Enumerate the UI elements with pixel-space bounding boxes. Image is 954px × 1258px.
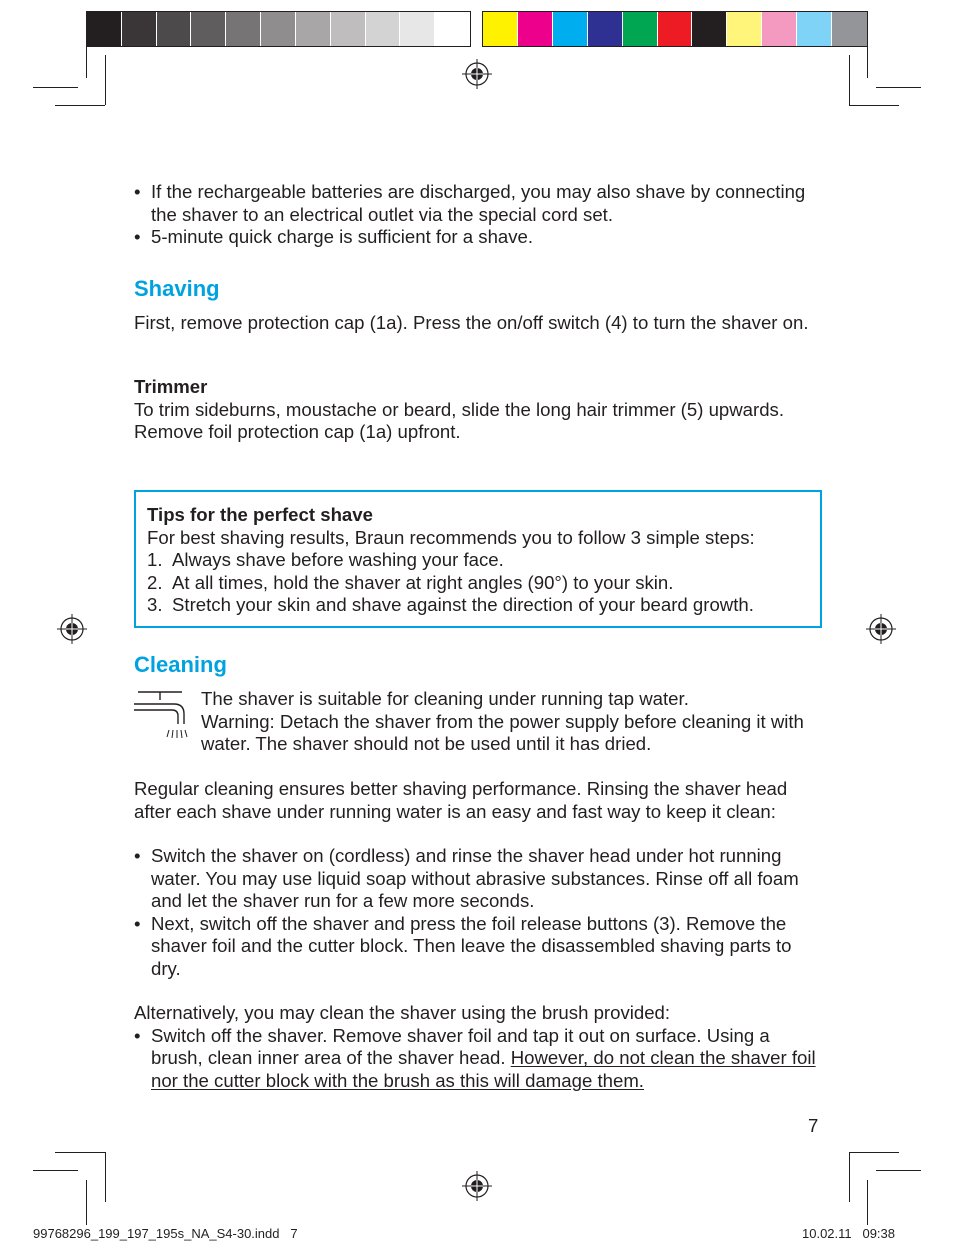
bullet-marker: • bbox=[134, 845, 141, 866]
color-swatch bbox=[296, 12, 331, 46]
grayscale-color-bar bbox=[86, 11, 471, 47]
bullet-marker: • bbox=[134, 181, 141, 202]
footer-date: 10.02.11 09:38 bbox=[802, 1226, 896, 1241]
bullet-text: Switch off the shaver. Remove shaver foil and tap it out on surface. Using a brush, clean inner area of the shaver head. bbox=[151, 1024, 770, 1068]
step-text: Stretch your skin and shave against the direction of your beard growth. bbox=[172, 594, 754, 615]
crop-mark bbox=[105, 1152, 106, 1202]
bullet-text: 5-minute quick charge is sufficient for a shave. bbox=[151, 226, 534, 247]
bullet-marker: • bbox=[134, 226, 141, 247]
list-item bbox=[147, 594, 820, 617]
bullet-text: Next, switch off the shaver and press the foil release buttons (3). Remove the shaver foil and the cutter block. Then leave the disassembled shaving parts to dry. bbox=[151, 912, 792, 979]
color-swatch bbox=[832, 12, 867, 46]
color-swatch bbox=[762, 12, 797, 46]
color-swatch bbox=[122, 12, 157, 46]
charging-notes bbox=[134, 181, 824, 249]
list-item bbox=[134, 1025, 824, 1093]
shaving-intro: First, remove protection cap (1a). Press the on/off switch (4) to turn the shaver on. bbox=[134, 312, 809, 333]
step-text: At all times, hold the shaver at right angles (90°) to your skin. bbox=[172, 571, 674, 593]
cleaning-tap-notes bbox=[201, 688, 811, 756]
process-color-bar bbox=[482, 11, 868, 47]
color-swatch bbox=[157, 12, 192, 46]
list-item bbox=[134, 226, 824, 249]
crop-mark bbox=[876, 1170, 921, 1171]
bullet-marker: • bbox=[134, 1024, 141, 1046]
crop-mark bbox=[849, 55, 850, 105]
tips-box bbox=[134, 490, 822, 628]
step-number: 2. bbox=[147, 571, 163, 593]
crop-mark bbox=[55, 1152, 105, 1153]
regular-cleaning-text: Regular cleaning ensures better shaving performance. Rinsing the shaver head after each shave under running water is an easy and fast way to keep it clean: bbox=[134, 778, 788, 822]
step-number: 3. bbox=[147, 594, 163, 615]
list-item bbox=[134, 181, 824, 226]
color-swatch bbox=[366, 12, 401, 46]
crop-mark bbox=[849, 1152, 850, 1202]
list-item bbox=[134, 913, 824, 981]
shaving-heading: Shaving bbox=[134, 276, 220, 301]
crop-mark bbox=[33, 1170, 78, 1171]
registration-mark-icon bbox=[57, 614, 87, 644]
color-swatch bbox=[400, 12, 435, 46]
color-swatch bbox=[261, 12, 296, 46]
trimmer-heading: Trimmer bbox=[134, 376, 208, 397]
crop-mark bbox=[876, 87, 921, 88]
crop-mark bbox=[55, 105, 105, 106]
bullet-marker: • bbox=[134, 912, 141, 934]
cleaning-steps bbox=[134, 845, 824, 980]
brush-warning-text: However, do not clean the shaver foil nor the cutter block with the brush as this will damage them. bbox=[151, 1047, 816, 1091]
trimmer-text-2: Remove foil protection cap (1a) upfront. bbox=[134, 421, 461, 442]
crop-mark bbox=[33, 87, 78, 88]
tips-steps bbox=[147, 549, 820, 617]
crop-mark bbox=[867, 33, 868, 78]
color-swatch bbox=[331, 12, 366, 46]
trimmer-text: To trim sideburns, moustache or beard, slide the long hair trimmer (5) upwards. bbox=[134, 398, 785, 420]
page-number: 7 bbox=[808, 1115, 819, 1136]
water-tap-icon bbox=[132, 690, 188, 740]
color-swatch bbox=[623, 12, 658, 46]
list-item bbox=[147, 572, 820, 595]
tips-intro: For best shaving results, Braun recommends you to follow 3 simple steps: bbox=[147, 526, 755, 548]
list-item bbox=[134, 845, 824, 913]
color-swatch bbox=[588, 12, 623, 46]
bullet-text: If the rechargeable batteries are discharged, you may also shave by connecting the shaver to an electrical outlet via the special cord set. bbox=[151, 181, 806, 225]
color-swatch bbox=[797, 12, 832, 46]
step-number: 1. bbox=[147, 549, 163, 570]
crop-mark bbox=[849, 1152, 899, 1153]
crop-mark bbox=[849, 105, 899, 106]
crop-mark bbox=[105, 55, 106, 105]
bullet-text: Switch the shaver on (cordless) and rinse the shaver head under hot running water. You may use liquid soap without abrasive substances. Rinse off all foam and let the shaver run for a few more seconds. bbox=[151, 845, 799, 911]
tips-heading: Tips for the perfect shave bbox=[147, 504, 373, 525]
color-swatch bbox=[727, 12, 762, 46]
crop-mark bbox=[86, 33, 87, 78]
registration-mark-icon bbox=[866, 614, 896, 644]
color-swatch bbox=[87, 12, 122, 46]
brush-cleaning bbox=[134, 1002, 824, 1092]
step-text: Always shave before washing your face. bbox=[172, 549, 504, 570]
color-swatch bbox=[435, 12, 470, 46]
color-swatch bbox=[226, 12, 261, 46]
color-swatch bbox=[658, 12, 693, 46]
crop-mark bbox=[86, 1180, 87, 1225]
color-swatch bbox=[191, 12, 226, 46]
list-item bbox=[147, 549, 820, 572]
color-swatch bbox=[553, 12, 588, 46]
color-swatch bbox=[692, 12, 727, 46]
registration-mark-icon bbox=[462, 1171, 492, 1201]
tap-text: The shaver is suitable for cleaning under running tap water. bbox=[201, 688, 689, 709]
warning-text: Warning: Detach the shaver from the power supply before cleaning it with water. The shaver should not be used until it has dried. bbox=[201, 710, 804, 754]
trimmer-section bbox=[134, 376, 824, 444]
color-swatch bbox=[518, 12, 553, 46]
footer-file-name: 99768296_199_197_195s_NA_S4-30.indd 7 bbox=[33, 1226, 298, 1241]
crop-mark bbox=[867, 1180, 868, 1225]
cleaning-heading: Cleaning bbox=[134, 652, 227, 677]
registration-mark-icon bbox=[462, 59, 492, 89]
color-swatch bbox=[483, 12, 518, 46]
alt-text: Alternatively, you may clean the shaver using the brush provided: bbox=[134, 1002, 671, 1023]
